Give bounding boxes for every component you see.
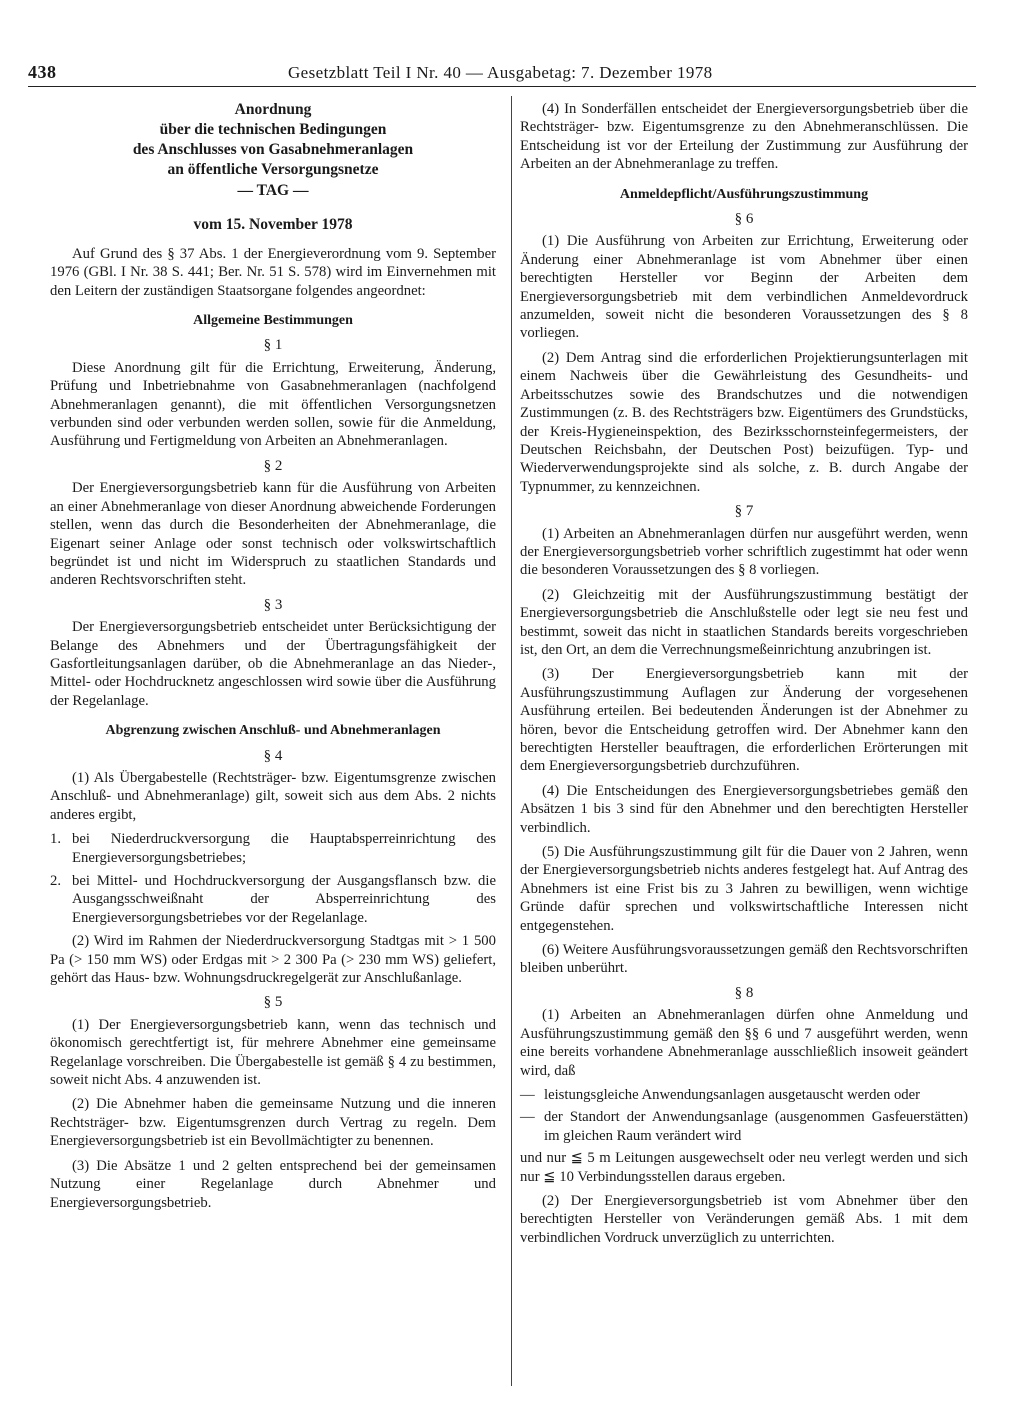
paragraph-text: (4) In Sonderfällen entscheidet der Energieversorgungsbetrieb über die Rechtsträger- bzw. Eigentumsgrenze zu den Abnehmeranschlüssen. Die Entscheidung ist vor der Erteilung der Zustimmung zur Ausführung der Arbeiten an der Abnehmeranlage zu treffen.: [520, 101, 968, 173]
paragraph-text: (5) Die Ausführungszustimmung gilt für die Dauer von 2 Jahren, wenn der Energieversorgungsbetrieb nichts anderes festgelegt hat. Auf Antrag des Abnehmers ist eine Frist bis zu 3 Jahren zu bewilligen, wenn wichtige Gründe dafür sprechen und volkswirtschaftliche Interessen nicht entgegenstehen.: [520, 844, 968, 934]
list-item: [520, 1108, 968, 1145]
title-line: über die technischen Bedingungen: [159, 121, 387, 138]
section-heading: Abgrenzung zwischen Anschluß- und Abnehmeranlagen: [105, 723, 441, 739]
column-divider: [511, 96, 512, 1386]
issue-date: vom 15. November 1978: [193, 216, 353, 234]
paragraph-number: § 1: [263, 337, 283, 354]
list-item-text: der Standort der Anwendungsanlage (ausgenommen Gasfeuerstätten) im gleichen Raum verändert wird: [544, 1109, 968, 1144]
running-header: [28, 62, 976, 87]
paragraph-text: (2) Dem Antrag sind die erforderlichen Projektierungsunterlagen mit einem Nachweis über die Gewährleistung des Gesundheits- und Arbeitsschutzes sowie des Brandschutzes und die notwendigen Zustimmungen (z. B. des Rechtsträgers bzw. Eigentümers des Grundstücks, der Kreis-Hygieneinspektion, des Bezirksschornsteinfegermeisters, der Deutschen Reichsbahn, der Deutschen Post) beizufügen. Typ- und Wiederverwendungsprojekte sind als solche, z. B. durch Angabe der Typnummer, zu kennzeichnen.: [520, 349, 968, 495]
paragraph-number: § 6: [734, 211, 754, 228]
paragraph-text: (1) Als Übergabestelle (Rechtsträger- bzw. Eigentumsgrenze zwischen Anschluß- und Abnehmeranlage) gilt, soweit sich aus dem Abs. 2 nichts anderes ergibt,: [50, 769, 496, 823]
left-column: [50, 100, 496, 1218]
paragraph-text: (3) Der Energieversorgungsbetrieb kann mit der Ausführungszustimmung Auflagen zur Änderung der vorgesehenen Ausführung erteilen. Bei bedeutenden Änderungen ist der Abnehmer zu hören, bevor die Entscheidung getroffen wird. Der Abnehmer kann den berechtigten Hersteller beauftragen, die erforderlichen Erörterungen mit dem Energieversorgungsbetrieb durchzuführen.: [520, 666, 968, 775]
paragraph-text: Diese Anordnung gilt für die Errichtung, Erweiterung, Änderung, Prüfung und Inbetriebnahme von Gasabnehmeranlagen (nachfolgend Abnehmeranlagen genannt), die mit öffentlichen Versorgungsnetzen verbunden sind oder verbunden werden sollen, sowie für die Anmeldung, Ausführung und Fertigmeldung von Arbeiten an Abnehmeranlagen.: [50, 359, 496, 450]
paragraph-text: (2) Der Energieversorgungsbetrieb ist vom Abnehmer über den berechtigten Hersteller von Veränderungen gemäß Abs. 1 mit dem verbindlichen Vordruck unverzüglich zu unterrichten.: [520, 1192, 968, 1246]
abbreviation: — TAG —: [237, 182, 309, 199]
paragraph-number: § 2: [263, 457, 283, 474]
gazette-title: Gesetzblatt Teil I Nr. 40 — Ausgabetag: 7. Dezember 1978: [288, 63, 713, 82]
preamble: Auf Grund des § 37 Abs. 1 der Energieverordnung vom 9. September 1976 (GBl. I Nr. 38 S. 441; Ber. Nr. 51 S. 578) wird im Einvernehmen mit den Leitern der zuständigen Staatsorgane folgendes angeordnet:: [50, 245, 496, 299]
paragraph-text: (2) Wird im Rahmen der Niederdruckversorgung Stadtgas mit > 1 500 Pa (> 150 mm WS) oder Erdgas mit > 2 300 Pa (> 230 mm WS) geliefert, gehört das Haus- bzw. Wohnungsdruckregelgerät zur Anschlußanlage.: [50, 933, 496, 987]
list-marker: —: [520, 1086, 535, 1103]
list-marker: —: [520, 1109, 535, 1126]
list-marker: 2.: [50, 873, 62, 889]
paragraph-text: (1) Die Ausführung von Arbeiten zur Errichtung, Erweiterung oder Änderung einer Abnehmeranlage ist vom Abnehmer über einen berechtigten Hersteller vor Beginn der Arbeiten dem Energieversorgungsbetrieb mit dem verbindlichen Anmeldevordruck anzumelden, soweit nicht die besonderen Voraussetzungen des § 8 vorliegen.: [520, 233, 968, 342]
list-marker: 1.: [50, 831, 62, 848]
paragraph-text: Der Energieversorgungsbetrieb kann für die Ausführung von Arbeiten an einer Abnehmeranlage von dieser Anordnung abweichende Forderungen stellen, wenn das durch die Besonderheiten der Abnehmeranlage, die Eigenart seiner Anlage oder sonst technisch oder volkswirtschaftlich begründet ist und nicht im Widerspruch zu staatlichen Standards und anderen Rechtsvorschriften steht.: [50, 480, 496, 589]
list-item: [50, 872, 496, 927]
paragraph-number: § 5: [263, 994, 283, 1011]
section-heading: Allgemeine Bestimmungen: [193, 313, 353, 329]
list-item-text: bei Mittel- und Hochdruckversorgung der Ausgangsflansch bzw. die Ausgangsschweißnaht der Absperreinrichtung des Energieversorgungsbetriebes vor der Regelanlage.: [72, 873, 496, 926]
list-item: [520, 1086, 968, 1104]
paragraph-number: § 3: [263, 596, 283, 613]
title-line: an öffentliche Versorgungsnetze: [167, 161, 379, 178]
title-line: des Anschlusses von Gasabnehmeranlagen: [132, 141, 414, 158]
paragraph-text: (6) Weitere Ausführungsvoraussetzungen gemäß den Rechtsvorschriften bleiben unberührt.: [520, 942, 968, 977]
list-item-text: bei Niederdruckversorgung die Hauptabsperreinrichtung des Energieversorgungsbetriebes;: [72, 831, 496, 866]
paragraph-number: § 4: [263, 747, 283, 764]
paragraph-number: § 7: [734, 503, 754, 520]
paragraph-text: (1) Arbeiten an Abnehmeranlagen dürfen nur ausgeführt werden, wenn der Energieversorgungsbetrieb vorher schriftlich zugestimmt hat oder wenn die besonderen Voraussetzungen des § 8 vorliegen.: [520, 525, 968, 579]
paragraph-text: (1) Der Energieversorgungsbetrieb kann, wenn das technisch und ökonomisch gerechtfertigt ist, für mehrere Abnehmer eine gemeinsame Regelanlage vorschreiben. Die Übergabestelle ist gemäß § 4 zu bestimmen, soweit nicht Abs. 4 anzuwenden ist.: [50, 1016, 496, 1089]
paragraph-number: § 8: [734, 984, 754, 1001]
section-heading: Anmeldepflicht/Ausführungszustimmung: [619, 186, 869, 202]
right-column: [520, 100, 968, 1253]
paragraph-text: (4) Die Entscheidungen des Energieversorgungsbetriebes gemäß den Absätzen 1 bis 3 sind für den Abnehmer und den berechtigten Hersteller verbindlich.: [520, 782, 968, 836]
paragraph-text: (2) Die Abnehmer haben die gemeinsame Nutzung und die inneren Rechtsträger- bzw. Eigentumsgrenzen durch Vertrag zu regeln. Dem Energieversorgungsbetrieb ist ein Bevollmächtigter zu benennen.: [50, 1096, 496, 1150]
paragraph-continuation: und nur ≦ 5 m Leitungen ausgewechselt oder neu verlegt werden und sich nur ≦ 10 Verbindungsstellen daraus ergeben.: [520, 1150, 968, 1185]
title-line: Anordnung: [234, 101, 312, 118]
list-item-text: leistungsgleiche Anwendungsanlagen ausgetauscht werden oder: [544, 1086, 921, 1103]
paragraph-text: (3) Die Absätze 1 und 2 gelten entsprechend bei der gemeinsamen Nutzung einer Regelanlage durch Abnehmer und Energieversorgungsbetrieb.: [50, 1157, 496, 1211]
paragraph-text: (2) Gleichzeitig mit der Ausführungszustimmung bestätigt der Energieversorgungsbetrieb die Anschlußstelle oder legt sie neu fest und bestimmt, soweit das nicht in staatlichen Standards bereits vorgeschrieben ist, den Ort, an dem die Verrechnungsmeßeinrichtung anzubringen ist.: [520, 586, 968, 658]
page-number: 438: [28, 62, 57, 82]
document-title: [50, 100, 496, 180]
list-item: [50, 830, 496, 867]
paragraph-text: (1) Arbeiten an Abnehmeranlagen dürfen ohne Anmeldung und Ausführungszustimmung gemäß den §§ 6 und 7 ausgeführt werden, wenn eine bereits vorhandene Abnehmeranlage ausschließlich insoweit geändert wird, daß: [520, 1007, 968, 1079]
paragraph-text: Der Energieversorgungsbetrieb entscheidet unter Berücksichtigung der Belange des Abnehmers und der Übertragungsfähigkeit der Gasfortleitungsanlagen darüber, ob die Abnehmeranlage an das Nieder-, Mittel- oder Hochdrucknetz angeschlossen wird sowie über die Ausführung der Regelanlage.: [50, 619, 496, 709]
